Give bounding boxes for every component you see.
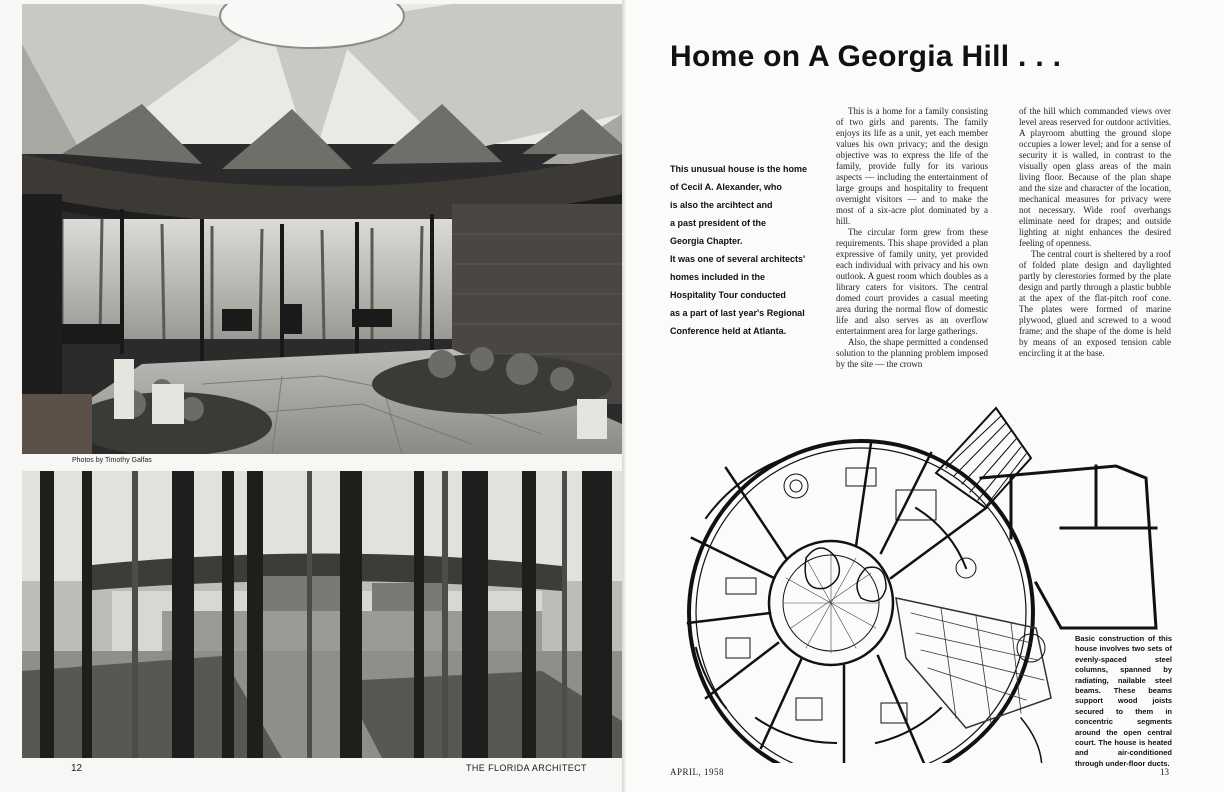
intro-line: homes included in the (670, 272, 766, 282)
body-paragraph: The central court is sheltered by a roof of folded plate design and daylighted partly by clerestories formed by the plate design and partly through a plastic bubble at the apex of the flat-pitch roof cone. The plates were formed of marine plywood, glued and screwed to a wood frame; and the shape of the dome is held by means of an exposed tension cable encircling it at the base. (1019, 249, 1171, 358)
intro-line: Hospitality Tour conducted (670, 290, 786, 300)
intro-line: as a part of last year's Regional (670, 308, 805, 318)
body-paragraph: The circular form grew from these requirements. This shape provided a plan expressive of family unity, yet provided each individual with privacy and his own outlook. A guest room which doubles as a library caters for visitors. The central domed court provides a casual meeting area during the normal flow of domestic life and also serves as an overflow entertainment area for large gatherings. (836, 227, 988, 336)
photo-credit: Photos by Timothy Galfas (72, 457, 152, 464)
intro-line: It was one of several architects' (670, 254, 806, 264)
page-number-right: 13 (1160, 767, 1169, 777)
intro-line: Georgia Chapter. (670, 236, 743, 246)
body-paragraph: This is a home for a family consisting of two girls and parents. The family enjoys its life as a unit, yet each member values his own privacy; and the design objective was to express the life of the family, provide fully for its various aspects — including the entertainment of large groups and hospitality to frequent overnight visitors — and to make the most of a six-acre plot dominated by a hill. (836, 106, 988, 226)
intro-line: of Cecil A. Alexander, who (670, 182, 782, 192)
intro-line: a past president of the (670, 218, 767, 228)
page-number-left: 12 (71, 763, 83, 774)
issue-date: APRIL, 1958 (670, 767, 725, 777)
body-paragraph: Also, the shape permitted a condensed solution to the planning problem imposed by the site — the crown (836, 337, 988, 369)
running-head: THE FLORIDA ARCHITECT (466, 763, 587, 773)
article-headline: Home on A Georgia Hill . . . (670, 40, 1062, 73)
intro-line: This unusual house is the home (670, 164, 808, 174)
exterior-photo-drawing (22, 471, 622, 758)
body-paragraph-continued: of the hill which commanded views over level areas reserved for outdoor activities. A playroom abutting the ground slope occupies a lower level; and for a sense of security it is walled, in contrast to the visually open glass areas of the main living floor. Because of the plan shape and the size and character of the location, mechanical measures for privacy were not necessary. Wide roof overhangs eliminate need for drapes; and outside lighting at night enhances the desired feeling of openness. (1019, 106, 1171, 248)
interior-photo (22, 4, 622, 454)
body-column-1 (836, 106, 988, 370)
construction-caption: Basic construction of this house involves two sets of evenly-spaced steel columns, spanned by radiating, nailable steel beams. These beams support wood joists secured to them in concentric segments around the open central court. The house is heated and air-conditioned through under-floor ducts. (1075, 634, 1172, 768)
body-column-2 (1019, 106, 1171, 359)
intro-line: is also the arcihtect and (670, 200, 773, 210)
exterior-photo (22, 471, 622, 758)
interior-photo-drawing (22, 4, 622, 454)
intro-line: Conference held at Atlanta. (670, 326, 787, 336)
intro-blurb (670, 160, 820, 340)
